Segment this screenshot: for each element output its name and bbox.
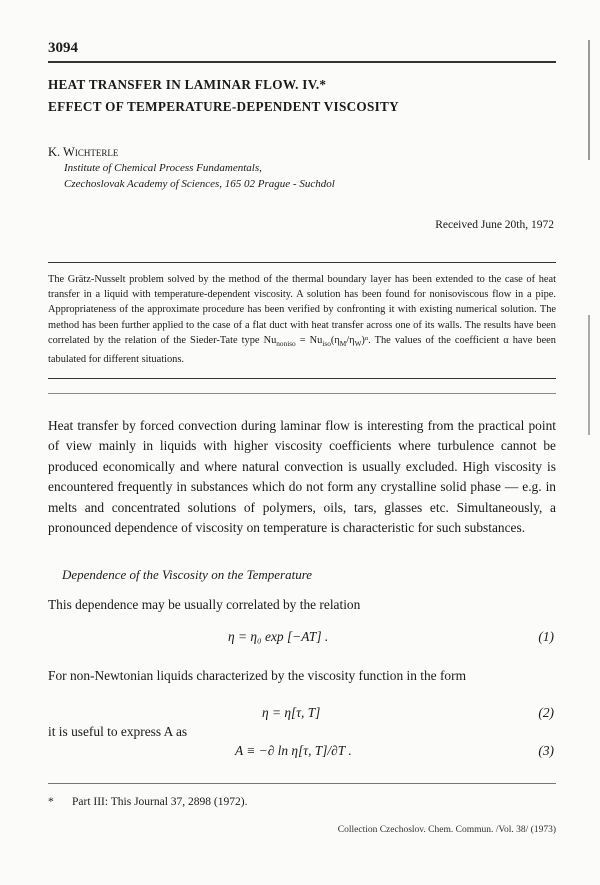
footnote-marker: * (48, 796, 54, 808)
abstract (48, 272, 556, 367)
received-date: Received June 20th, 1972 (435, 219, 554, 231)
abstract-top-rule (48, 262, 556, 263)
abstract-bottom-rule (48, 378, 556, 379)
abstract-text-tail: . The values of the coefficient α have been tabulated for different situations. (48, 334, 556, 366)
equation-2-number: (2) (538, 705, 554, 720)
equation-3: A ≡ −∂ ln η[τ, T]/∂T . (235, 743, 352, 758)
para-non-newtonian: For non-Newtonian liquids characterized by the viscosity function in the form (48, 668, 466, 683)
footnote-rule (48, 783, 556, 784)
footnote-text: Part III: This Journal 37, 2898 (1972). (72, 796, 248, 808)
title-line-1: HEAT TRANSFER IN LAMINAR FLOW. IV.* (48, 77, 327, 92)
affiliation-line-2: Czechoslovak Academy of Sciences, 165 02 Prague - Suchdol (64, 178, 335, 190)
alpha-exponent: )ᵅ (361, 334, 369, 346)
journal-citation: Collection Czechoslov. Chem. Commun. /Vol. 38/ (1973) (337, 825, 556, 835)
margin-mark-middle (588, 315, 590, 435)
equation-1-number: (1) (538, 629, 554, 644)
equation-3-number: (3) (538, 743, 554, 758)
intro-paragraph: Heat transfer by forced convection during laminar flow is interesting from the practical point of view mainly in liquids with higher viscosity coefficients where turbulence cannot be produced economically and where natural convection is usually excluded. High viscosity is encountered frequently in substances which do not form any crystalline solid phase — e.g. in melts and concentrated solutions of polymers, oils, tars, glasses etc. Simultaneously, a pronounced dependence of viscosity on temperature is characteristic for such substances. (48, 418, 556, 536)
author: K. Wichterle (48, 145, 119, 159)
abstract-bottom-rule-2 (48, 393, 556, 394)
para-useful: it is useful to express A as (48, 724, 188, 739)
noniso-subscript: noniso (276, 339, 296, 348)
equation-1: η = η₀ exp [−AT] . (228, 629, 329, 644)
eta-m: (η (330, 334, 340, 346)
nu-noniso: Nu (263, 334, 277, 346)
footnote (48, 796, 247, 808)
iso-subscript: iso (322, 339, 331, 348)
m-subscript: M (339, 339, 347, 348)
title-line-2: EFFECT OF TEMPERATURE-DEPENDENT VISCOSITY (48, 99, 399, 114)
margin-mark-top (588, 40, 590, 160)
equation-2: η = η[τ, T] (262, 705, 321, 720)
equals-nu: = Nu (295, 334, 323, 346)
para-relation: This dependence may be usually correlated by the relation (48, 597, 361, 612)
affiliation-line-1: Institute of Chemical Process Fundamentals, (64, 162, 262, 174)
w-subscript: W (354, 339, 362, 348)
abstract-text-main: The Grätz-Nusselt problem solved by the method of the thermal boundary layer has been extended to the case of heat transfer in a liquid with temperature-dependent viscosity. A solution has been found for nonisoviscous flow in a pipe. Appropriateness of the approximate procedure has been verified by confronting it with existing numerical solution. The method has been further applied to the case of a flat duct with heat transfer across one of its walls. The results have been correlated by the relation of the Sieder-Tate type (48, 274, 556, 346)
page-number: 3094 (48, 40, 78, 56)
eta-w: /η (346, 334, 355, 346)
header-rule (48, 61, 556, 63)
section-heading: Dependence of the Viscosity on the Temperature (62, 567, 313, 582)
